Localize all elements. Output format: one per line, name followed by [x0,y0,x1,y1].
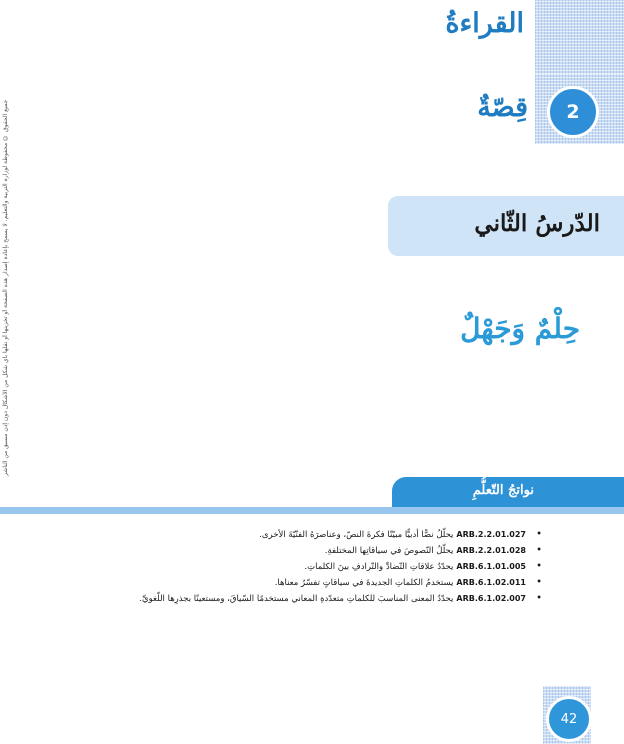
unit-number-badge: 2 [547,86,599,138]
learning-outcomes-heading: نواتجُ التّعلُّمِ [472,483,534,498]
outcome-text: يحلّلُ نصًّا أدبيًّا مبيّنًا فكرةَ النصّ، وعناصرَهُ الفنّيّةَ الأخرى. [259,530,454,540]
page-number-badge: 42 [546,696,592,742]
outcome-text: يحدّدُ علاقاتِ التّضادِّ والتّرادفِ بينَ الكلماتِ. [304,562,454,572]
outcome-code: ARB.2.2.01.027 [456,530,526,539]
outcome-item [72,559,542,575]
learning-outcomes-tab [392,477,624,507]
outcome-text: يحلّلُ النّصوصَ في سياقاتِها المختلفةِ. [324,546,454,556]
outcome-text: يحدّدُ المعنى المناسبَ للكلماتِ متعدّدةِ المعاني مستخدمًا السّياقَ، ومستعينًا بجذرِها اللّغويِّ. [139,594,454,604]
section-title: القراءةُ [445,8,524,39]
learning-outcomes-list [72,527,542,607]
outcome-item [72,575,542,591]
outcome-item [72,527,542,543]
section-header-tab [535,0,624,74]
reading-text-title: حِلْمٌ وَجَهْلٌ [460,312,580,345]
outcomes-divider [0,507,624,514]
lesson-title: الدّرسُ الثّاني [474,210,600,237]
outcome-code: ARB.2.2.01.028 [456,546,526,555]
outcome-item [72,591,542,607]
unit-title: قِصّةٌ [477,92,528,123]
outcome-code: ARB.6.1.02.011 [456,578,526,587]
outcome-code: ARB.6.1.02.007 [456,594,526,603]
copyright-note: جميع الحقوق © محفوظة لوزارة التربية والتعليم. لا يسمح بإعادة إصدار هذه الصفحة أو تخزينها أو نقلها بأي شكل من الأشكال دون إذن مسبق من الناشر [2,100,9,477]
outcome-code: ARB.6.1.01.005 [456,562,526,571]
outcome-text: يستخدمُ الكلماتِ الجديدةَ في سياقاتٍ تفسّرُ معناها. [274,578,454,588]
outcome-item [72,543,542,559]
lesson-banner [388,196,624,256]
